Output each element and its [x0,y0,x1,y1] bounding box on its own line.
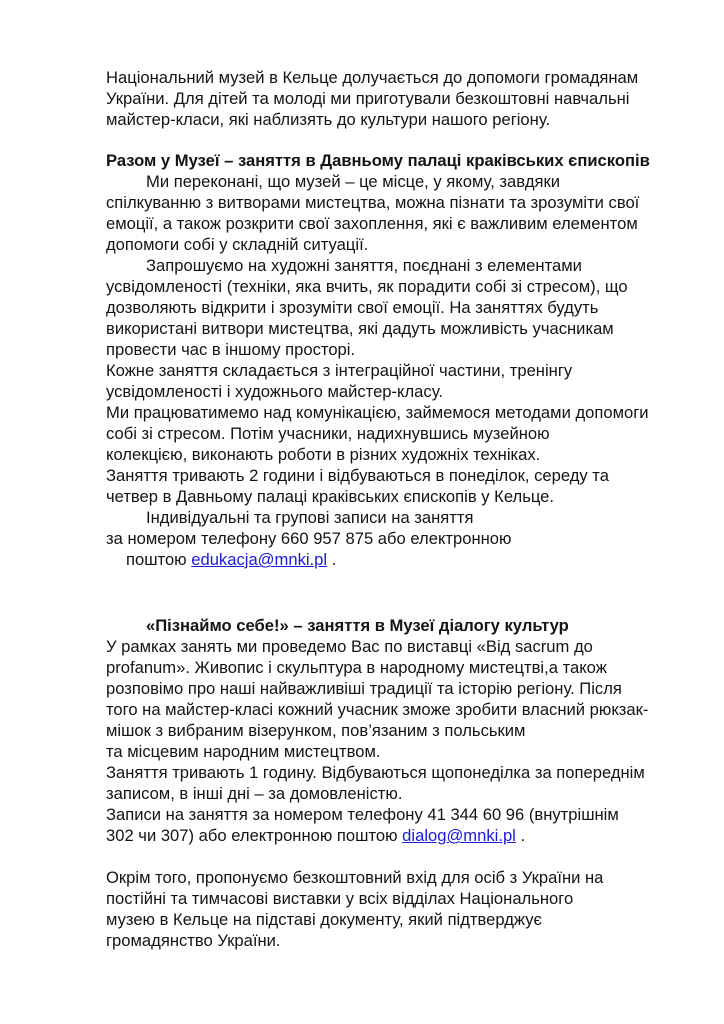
section1-line: усвідомленості (техніки, яка вчить, як порадити собі зі стресом), що [106,277,628,296]
section1-email-line [126,550,336,570]
section2-heading-rest: заняття в Музеї діалогу культур [307,616,569,635]
section1-line: провести час в іншому просторі. [106,340,356,359]
section2-line: того на майстер-класі кожний учасник зможе зробити власний рюкзак- [106,700,649,719]
section1-line: Ми працюватимемо над комунікацією, займемося методами допомоги [106,403,649,422]
section2-heading [146,616,569,636]
email-prefix: поштою [126,550,187,569]
section1-line: Ми переконані, що музей – це місце, у якому, завдяки [146,172,561,191]
edukacja-email-link[interactable]: edukacja@mnki.pl [191,550,328,569]
section2-line: profanum». Живопис і скульптура в народному мистецтві,а також [106,658,607,677]
section2-line: мішок з вибраним візерунком, пов’язаним з польським [106,721,526,740]
section1-line: допомоги собі у складній ситуації. [106,235,369,254]
section2-heading-dash: – [293,616,303,635]
section1-line: дозволяють відкрити і зрозуміти свої емоції. На заняттях будуть [106,298,599,317]
section1-line: Індивідуальні та групові записи на заняття [146,508,474,527]
section1-line: Заняття тривають 2 години і відбуваються в понеділок, середу та [106,466,609,485]
section1-line: використані витвори мистецтва, які дадуть можливість учасникам [106,319,614,338]
section1-line: собі зі стресом. Потім учасники, надихнувшись музейною [106,424,550,443]
section1-heading: Разом у Музеї – заняття в Давньому палаці краківських єпископів [106,151,650,170]
section1-line: Кожне заняття складається з інтеграційної частини, тренінгу [106,361,573,380]
closing-line: постійні та тимчасові виставки у всіх відділах Національного [106,889,574,908]
section2-line: записом, в інші дні – за домовленістю. [106,784,403,803]
closing-line: музею в Кельце на підставі документу, який підтверджує [106,910,542,929]
intro-line: України. Для дітей та молоді ми приготували безкоштовні навчальні [106,89,630,108]
closing-line: Окрім того, пропонуємо безкоштовний вхід для осіб з України на [106,868,604,887]
email-suffix: . [520,826,526,845]
closing-line: громадянство України. [106,931,281,950]
section2-line: Заняття тривають 1 годину. Відбуваються щопонеділка за попереднім [106,763,645,782]
email-suffix: . [331,550,337,569]
intro-line: Національний музей в Кельце долучається до допомоги громадянам [106,68,639,87]
section2-line: та місцевим народним мистецтвом. [106,742,381,761]
intro-line: майстер-класи, які наблизять до культури нашого регіону. [106,110,551,129]
section2-line: У рамках занять ми проведемо Вас по виставці «Від sacrum до [106,637,593,656]
section2-line: розповімо про наші найважливіші традиції та історію регіону. Після [106,679,622,698]
section1-line: усвідомленості і художнього майстер-класу. [106,382,443,401]
section1-line: емоції, а також розкрити свої захоплення, які є важливим елементом [106,214,638,233]
section2-heading-title: «Пізнаймо себе!» [146,616,289,635]
section2-email-line [106,826,525,846]
section1-line: Запрошуємо на художні заняття, поєднані з елементами [146,256,582,275]
section1-line: колекцією, виконають роботи в різних художніх техніках. [106,445,541,464]
section1-line: четвер в Давньому палаці краківських єпископів у Кельце. [106,487,554,506]
section1-line: спілкуванню з витворами мистецтва, можна пізнати та зрозуміти свої [106,193,640,212]
email-prefix: 302 чи 307) або електронною поштою [106,826,398,845]
section1-line: за номером телефону 660 957 875 або електронною [106,529,512,548]
section2-line: Записи на заняття за номером телефону 41 344 60 96 (внутрішнім [106,805,619,824]
dialog-email-link[interactable]: dialog@mnki.pl [402,826,516,845]
